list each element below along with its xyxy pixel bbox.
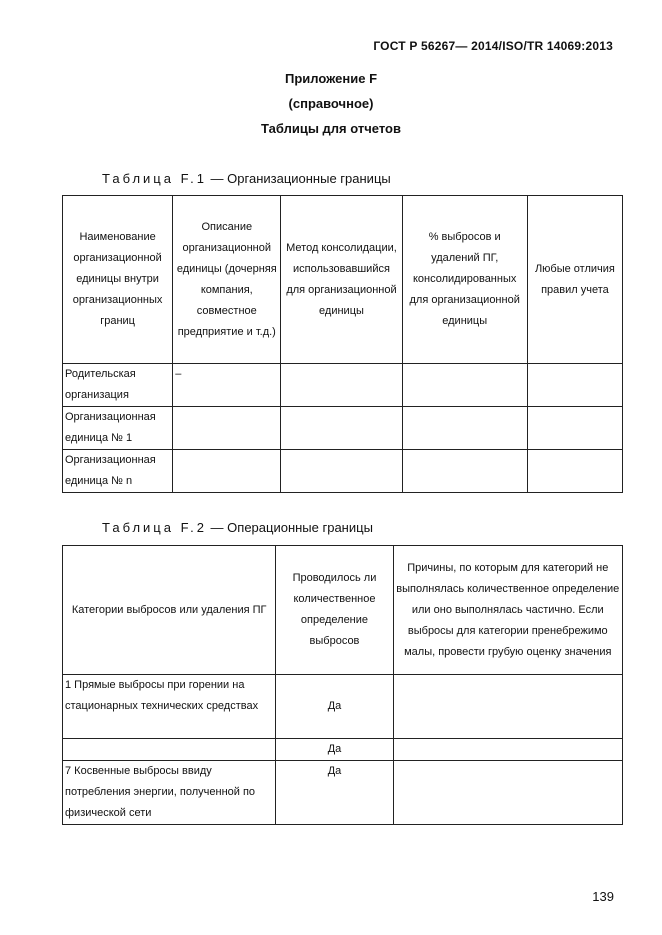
table-row	[63, 364, 623, 407]
header-cell: Причины, по которым для категорий не выполнялась количественное определение или оно выполнялась частично. Если выбросы для категории пренебрежимо малы, провести грубую оценку значения	[393, 546, 622, 675]
table-header-row	[63, 546, 623, 675]
table-cell	[281, 407, 402, 450]
table-cell	[402, 364, 527, 407]
table-cell: Да	[276, 739, 393, 761]
table2-caption-text: — Операционные границы	[206, 520, 373, 535]
table-row	[63, 407, 623, 450]
header-cell: Проводилось ли количественное определение выбросов	[276, 546, 393, 675]
operational-boundaries-table	[62, 545, 623, 825]
header-cell: Любые отличия правил учета	[527, 196, 622, 364]
table-cell: 1 Прямые выбросы при горении на стационарных технических средствах	[63, 675, 276, 739]
table-cell	[281, 450, 402, 493]
table-cell	[402, 407, 527, 450]
table-cell	[393, 739, 622, 761]
table-header-row	[63, 196, 623, 364]
table-row	[63, 761, 623, 825]
table-cell: Организационная единица № 1	[63, 407, 173, 450]
table-cell: Организационная единица № n	[63, 450, 173, 493]
org-boundaries-table	[62, 195, 623, 493]
table-cell	[527, 450, 622, 493]
table-cell	[402, 450, 527, 493]
table2-caption-label: Таблица F.2	[102, 520, 207, 535]
table-row	[63, 675, 623, 739]
table-cell	[527, 364, 622, 407]
header-cell: Наименование организационной единицы внутри организационных границ	[63, 196, 173, 364]
header-cell: Категории выбросов или удаления ПГ	[63, 546, 276, 675]
document-code: ГОСТ Р 56267— 2014/ISO/TR 14069:2013	[373, 39, 613, 53]
header-cell: Описание организационной единицы (дочерняя компания, совместное предприятие и т.д.)	[173, 196, 281, 364]
header-cell: % выбросов и удалений ПГ, консолидированных для организационной единицы	[402, 196, 527, 364]
appendix-heading: Таблицы для отчетов	[261, 121, 401, 136]
table-row	[63, 450, 623, 493]
table-cell	[393, 675, 622, 739]
table-cell	[173, 450, 281, 493]
table-cell	[527, 407, 622, 450]
table-cell	[173, 407, 281, 450]
appendix-subtitle: (справочное)	[288, 96, 374, 111]
header-cell: Метод консолидации, использовавшийся для организационной единицы	[281, 196, 402, 364]
table-cell: Да	[276, 761, 393, 825]
table-row	[63, 739, 623, 761]
table-cell: 7 Косвенные выбросы ввиду потребления энергии, полученной по физической сети	[63, 761, 276, 825]
table-cell	[63, 739, 276, 761]
table-cell: –	[173, 364, 281, 407]
table-cell: Родительская организация	[63, 364, 173, 407]
appendix-title: Приложение F	[284, 71, 378, 86]
table1-caption-label: Таблица F.1	[102, 171, 207, 186]
table-cell	[281, 364, 402, 407]
table2-caption	[102, 520, 373, 535]
table1-caption-text: — Организационные границы	[206, 171, 391, 186]
table-cell: Да	[276, 675, 393, 739]
table1-caption	[102, 171, 391, 186]
table-cell	[393, 761, 622, 825]
page-number: 139	[592, 889, 614, 904]
